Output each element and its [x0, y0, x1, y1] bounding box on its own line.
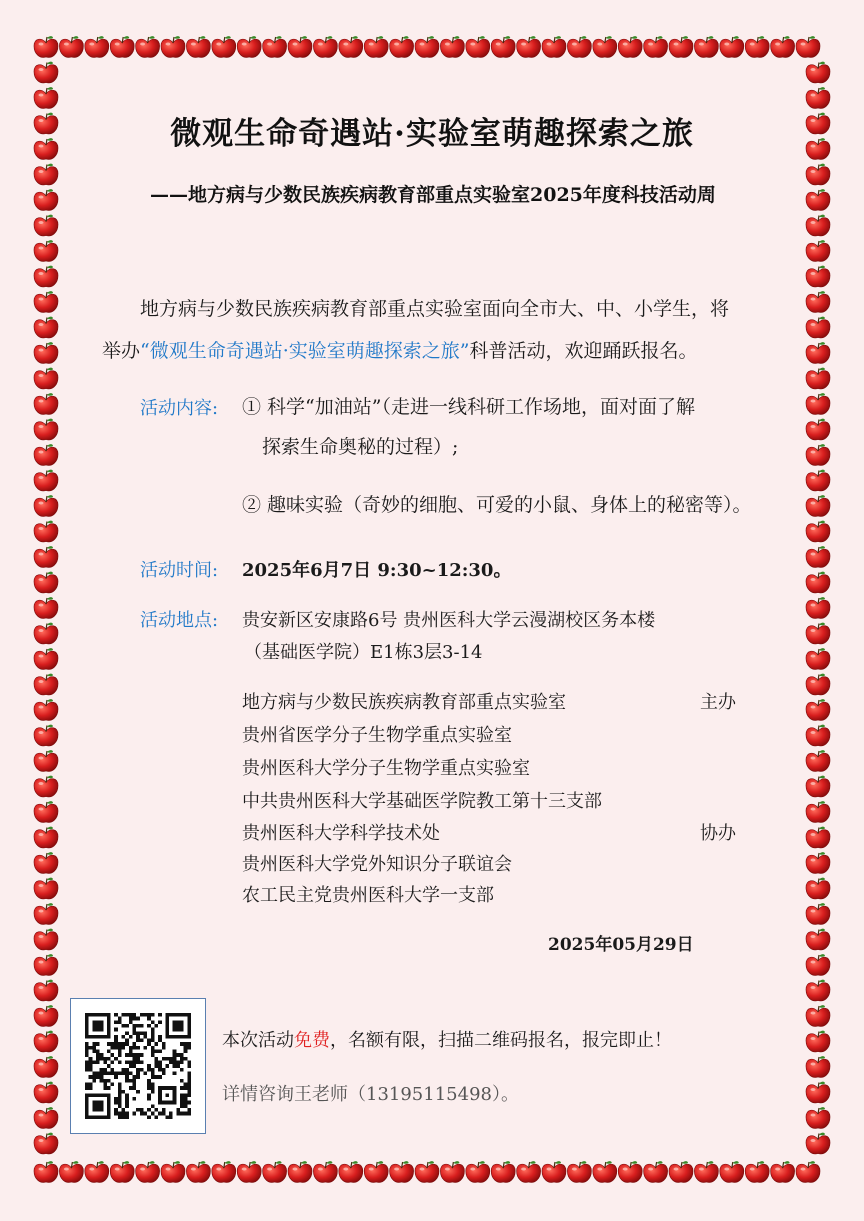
apple-icon — [34, 521, 58, 542]
intro-line-1: 地方病与少数民族疾病教育部重点实验室面向全市大、中、小学生，将 — [140, 298, 730, 320]
apple-icon — [806, 725, 830, 746]
apple-icon — [806, 470, 830, 491]
apple-icon — [669, 1161, 693, 1182]
apple-icon — [517, 1161, 541, 1182]
organizer-role-co-host: 协办 — [700, 823, 736, 844]
apple-icon — [806, 827, 830, 848]
apple-icon — [34, 215, 58, 236]
apple-icon — [85, 36, 109, 57]
apple-icon — [806, 1031, 830, 1052]
place-line-1: 贵安新区安康路6号 贵州医科大学云漫湖校区务本楼 — [242, 610, 656, 631]
signup-prefix: 本次活动 — [222, 1030, 294, 1051]
apple-icon — [34, 954, 58, 975]
apple-icon — [34, 827, 58, 848]
organizer-name: 中共贵州医科大学基础医学院教工第十三支部 — [242, 791, 602, 812]
free-badge: 免费 — [294, 1030, 330, 1051]
apple-icon — [593, 36, 617, 57]
apple-icon — [806, 495, 830, 516]
apple-icon — [796, 36, 820, 57]
time-label: 活动时间: — [140, 560, 219, 581]
apple-icon — [466, 1161, 490, 1182]
apple-icon — [542, 1161, 566, 1182]
apple-icon — [806, 87, 830, 108]
apple-icon — [517, 36, 541, 57]
apple-icon — [34, 903, 58, 924]
apple-icon — [237, 36, 261, 57]
apple-icon — [34, 725, 58, 746]
apple-icon — [34, 623, 58, 644]
apple-icon — [806, 1005, 830, 1026]
apple-icon — [806, 674, 830, 695]
intro-suffix: 科普活动，欢迎踊跃报名。 — [469, 340, 698, 362]
apple-icon — [806, 801, 830, 822]
apple-icon — [34, 1031, 58, 1052]
apple-icon — [161, 1161, 185, 1182]
apple-icon — [212, 36, 236, 57]
apple-icon — [34, 470, 58, 491]
apple-icon — [771, 36, 795, 57]
apple-icon — [34, 878, 58, 899]
place-label: 活动地点: — [140, 610, 219, 631]
apple-icon — [745, 36, 769, 57]
content-item-2: ② 趣味实验（奇妙的细胞、可爱的小鼠、身体上的秘密等）。 — [242, 494, 752, 516]
apple-icon — [136, 1161, 160, 1182]
issue-date: 2025年05月29日 — [548, 935, 694, 955]
apple-icon — [59, 1161, 83, 1182]
apple-icon — [806, 776, 830, 797]
content-label: 活动内容: — [140, 398, 219, 419]
intro-prefix: 举办 — [102, 340, 141, 362]
apple-icon — [390, 1161, 414, 1182]
apple-icon — [806, 597, 830, 618]
content-item-1-line-2: 探索生命奥秘的过程）; — [262, 436, 459, 458]
apple-icon — [136, 36, 160, 57]
content-item-1-line-1: ① 科学“加油站”（走进一线科研工作场地，面对面了解 — [242, 396, 695, 418]
apple-icon — [720, 1161, 744, 1182]
apple-icon — [806, 699, 830, 720]
organizer-name: 农工民主党贵州医科大学一支部 — [242, 885, 494, 906]
apple-icon — [59, 36, 83, 57]
apple-icon — [85, 1161, 109, 1182]
apple-icon — [34, 852, 58, 873]
organizer-name: 贵州医科大学党外知识分子联谊会 — [242, 854, 512, 875]
organizer-name: 贵州医科大学科学技术处 — [242, 823, 440, 844]
apple-icon — [34, 266, 58, 287]
apple-icon — [806, 189, 830, 210]
apple-icon — [186, 36, 210, 57]
apple-icon — [806, 444, 830, 465]
apple-icon — [34, 1133, 58, 1154]
apple-icon — [339, 1161, 363, 1182]
apple-icon — [567, 36, 591, 57]
apple-icon — [806, 903, 830, 924]
apple-icon — [806, 572, 830, 593]
apple-icon — [34, 750, 58, 771]
apple-icon — [669, 36, 693, 57]
apple-icon — [364, 1161, 388, 1182]
organizer-name: 贵州省医学分子生物学重点实验室 — [242, 725, 512, 746]
apple-icon — [34, 980, 58, 1001]
qr-code[interactable] — [70, 998, 206, 1134]
apple-icon — [34, 393, 58, 414]
apple-icon — [806, 750, 830, 771]
apple-icon — [34, 291, 58, 312]
time-value: 2025年6月7日 9:30~12:30。 — [242, 560, 512, 581]
apple-icon — [806, 623, 830, 644]
apple-icon — [34, 164, 58, 185]
apple-icon — [806, 1082, 830, 1103]
place-line-2: （基础医学院）E1栋3层3-14 — [244, 642, 483, 663]
apple-icon — [771, 1161, 795, 1182]
apple-icon — [34, 444, 58, 465]
apple-icon — [542, 36, 566, 57]
apple-icon — [694, 36, 718, 57]
apple-icon — [263, 1161, 287, 1182]
apple-icon — [34, 929, 58, 950]
apple-icon — [806, 852, 830, 873]
apple-icon — [186, 1161, 210, 1182]
apple-icon — [806, 521, 830, 542]
apple-icon — [466, 36, 490, 57]
apple-icon — [806, 980, 830, 1001]
apple-icon — [491, 36, 515, 57]
apple-icon — [237, 1161, 261, 1182]
apple-icon — [34, 648, 58, 669]
apple-icon — [34, 1056, 58, 1077]
apple-icon — [720, 36, 744, 57]
apple-icon — [806, 368, 830, 389]
apple-icon — [34, 1107, 58, 1128]
apple-icon — [806, 317, 830, 338]
apple-icon — [806, 929, 830, 950]
apple-icon — [288, 36, 312, 57]
organizer-name: 地方病与少数民族疾病教育部重点实验室 — [242, 692, 566, 713]
apple-icon — [644, 36, 668, 57]
apple-icon — [806, 1133, 830, 1154]
apple-icon — [34, 368, 58, 389]
apple-icon — [806, 878, 830, 899]
apple-icon — [491, 1161, 515, 1182]
organizer-role-host: 主办 — [700, 692, 736, 713]
apple-icon — [806, 164, 830, 185]
apple-icon — [339, 36, 363, 57]
apple-icon — [644, 1161, 668, 1182]
qr-code-icon[interactable] — [85, 1013, 191, 1119]
signup-line — [222, 1026, 672, 1052]
apple-icon — [34, 36, 58, 57]
apple-icon — [34, 87, 58, 108]
apple-icon — [806, 240, 830, 261]
apple-icon — [110, 36, 134, 57]
page-title: 微观生命奇遇站·实验室萌趣探索之旅 — [170, 116, 694, 152]
apple-icon — [806, 266, 830, 287]
apple-icon — [567, 1161, 591, 1182]
apple-icon — [415, 36, 439, 57]
apple-icon — [34, 342, 58, 363]
apple-icon — [34, 240, 58, 261]
apple-icon — [593, 1161, 617, 1182]
apple-icon — [34, 419, 58, 440]
intro-line-2 — [102, 336, 698, 363]
apple-icon — [34, 1082, 58, 1103]
apple-icon — [34, 1161, 58, 1182]
apple-icon — [34, 317, 58, 338]
apple-icon — [110, 1161, 134, 1182]
apple-icon — [34, 1005, 58, 1026]
apple-icon — [618, 36, 642, 57]
apple-icon — [618, 1161, 642, 1182]
signup-suffix: ，名额有限，扫描二维码报名，报完即止！ — [330, 1030, 672, 1051]
apple-icon — [806, 215, 830, 236]
page-subtitle: ——地方病与少数民族疾病教育部重点实验室2025年度科技活动周 — [150, 184, 716, 206]
apple-icon — [806, 342, 830, 363]
apple-icon — [34, 674, 58, 695]
apple-icon — [34, 572, 58, 593]
apple-icon — [212, 1161, 236, 1182]
apple-icon — [415, 1161, 439, 1182]
apple-icon — [34, 62, 58, 83]
consult-line: 详情咨询王老师（13195115498）。 — [222, 1084, 519, 1105]
apple-icon — [34, 495, 58, 516]
apple-icon — [806, 291, 830, 312]
apple-icon — [806, 1107, 830, 1128]
apple-icon — [288, 1161, 312, 1182]
apple-icon — [745, 1161, 769, 1182]
apple-icon — [806, 954, 830, 975]
apple-icon — [694, 1161, 718, 1182]
apple-icon — [390, 36, 414, 57]
apple-icon — [440, 1161, 464, 1182]
apple-icon — [161, 36, 185, 57]
apple-icon — [806, 393, 830, 414]
event-name-quote: “微观生命奇遇站·实验室萌趣探索之旅” — [140, 340, 470, 362]
organizer-name: 贵州医科大学分子生物学重点实验室 — [242, 758, 530, 779]
apple-icon — [34, 189, 58, 210]
apple-icon — [806, 1056, 830, 1077]
apple-icon — [34, 699, 58, 720]
apple-icon — [806, 62, 830, 83]
apple-icon — [806, 419, 830, 440]
apple-icon — [313, 36, 337, 57]
apple-icon — [34, 597, 58, 618]
apple-icon — [806, 648, 830, 669]
apple-icon — [34, 776, 58, 797]
apple-icon — [34, 546, 58, 567]
apple-icon — [806, 546, 830, 567]
apple-icon — [34, 801, 58, 822]
apple-icon — [440, 36, 464, 57]
apple-icon — [796, 1161, 820, 1182]
apple-icon — [364, 36, 388, 57]
apple-icon — [313, 1161, 337, 1182]
apple-icon — [263, 36, 287, 57]
